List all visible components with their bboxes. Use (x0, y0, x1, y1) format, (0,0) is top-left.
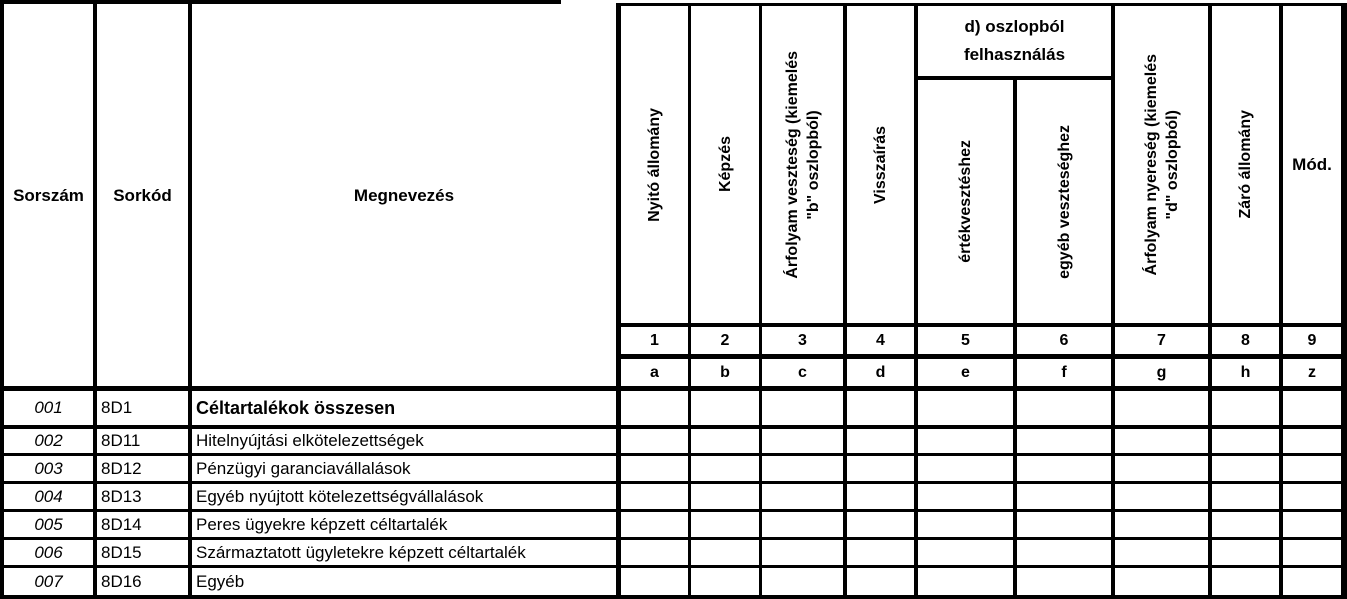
row-code: 8D15 (101, 542, 142, 562)
header-col-2-label: Képzés (716, 136, 734, 193)
row-code: 8D12 (101, 458, 142, 478)
header-col-9-label: Mód. (1292, 154, 1332, 174)
header-col-1-label: Nyitó állomány (646, 107, 663, 222)
header-col-8-label: Záró állomány (1237, 110, 1254, 219)
header-col-5 (918, 80, 1013, 323)
col-code: a (650, 364, 659, 381)
col-number: 2 (720, 331, 730, 349)
row-name: Pénzügyi garanciavállalások (196, 458, 411, 478)
row-number: 003 (34, 458, 63, 478)
col-code: c (798, 364, 807, 381)
row-number: 007 (34, 571, 63, 591)
col-code: b (720, 364, 730, 381)
header-col-6 (1017, 80, 1111, 323)
row-code: 8D13 (101, 486, 142, 506)
row-name: Peres ügyekre képzett céltartalék (196, 514, 448, 534)
header-col-7-label: Árfolyam nyereség (kiemelés "d" oszlopból) (1142, 53, 1181, 276)
row-number: 005 (34, 514, 63, 534)
header-col-1 (621, 6, 688, 323)
col-number: 9 (1307, 331, 1317, 349)
row-number: 004 (34, 486, 63, 506)
border-bottom (0, 595, 1347, 599)
col-number: 6 (1059, 331, 1069, 349)
header-col-4-label: Visszaírás (872, 125, 889, 204)
row-code: 8D14 (101, 514, 142, 534)
header-col-4 (847, 6, 914, 323)
row-number: 006 (34, 542, 63, 562)
col-number: 5 (961, 331, 970, 349)
col-code: z (1308, 364, 1316, 381)
col-number: 1 (650, 331, 659, 349)
header-col-3-label: Árfolyam veszteség (kiemelés "b" oszlopból) (783, 50, 822, 279)
header-sorkod: Sorkód (113, 185, 172, 205)
row-code: 8D16 (101, 571, 142, 591)
col-number: 8 (1241, 331, 1250, 349)
header-col-8 (1212, 6, 1279, 323)
col-code: d (875, 364, 886, 381)
row-code: 8D1 (101, 398, 133, 417)
row-name: Származtatott ügyletekre képzett céltartalék (196, 542, 526, 562)
header-col-3 (762, 6, 843, 323)
col-number: 3 (798, 331, 807, 349)
col-code: f (1061, 364, 1067, 381)
row-number: 002 (34, 431, 63, 450)
header-megnevezes: Megnevezés (353, 185, 455, 205)
col-code: g (1156, 364, 1167, 381)
row-name: Hitelnyújtási elkötelezettségek (196, 431, 424, 450)
col-number: 7 (1157, 331, 1166, 349)
col-code: h (1240, 364, 1251, 381)
row-name: Céltartalékok összesen (196, 397, 396, 418)
row-name: Egyéb (196, 571, 245, 591)
header-col-2 (691, 6, 759, 323)
col-number: 4 (876, 331, 885, 349)
header-col-5-label: értékvesztéshez (957, 140, 974, 263)
header-col-6-label: egyéb veszteséghez (1055, 124, 1073, 279)
header-col-7 (1115, 6, 1208, 323)
header-group-title: d) oszlopból felhasználás (963, 17, 1066, 64)
row-number: 001 (34, 398, 63, 417)
row-code: 8D11 (101, 431, 141, 450)
col-code: e (961, 364, 970, 381)
header-sorszam: Sorszám (13, 185, 84, 205)
row-name: Egyéb nyújtott kötelezettségvállalások (196, 486, 484, 506)
